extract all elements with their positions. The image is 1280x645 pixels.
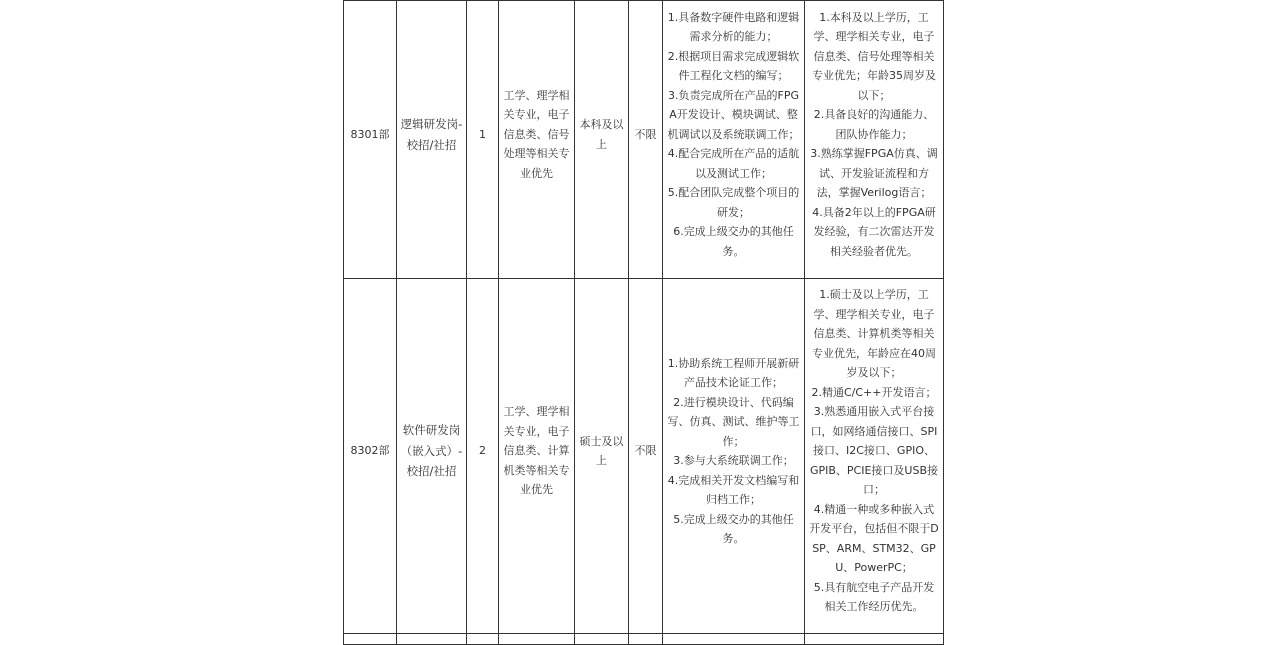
- empty-cell: [629, 629, 663, 640]
- education-value: 本科及以上: [579, 118, 624, 151]
- empty-cell: [467, 629, 499, 640]
- duties-cell: [663, 0, 805, 274]
- empty-cell: [805, 629, 944, 640]
- duty-line: 3.负责完成所在产品的FPGA开发设计、模块调试、整机调试以及系统联调工作；: [667, 88, 800, 141]
- education-value: 硕士及以上: [579, 434, 624, 467]
- requirement-line: 3.熟练掌握FPGA仿真、调试、开发验证流程和方法，掌握Verilog语言；: [810, 147, 938, 200]
- duty-line: 4.完成相关开发文档编写和归档工作；: [667, 473, 800, 506]
- duty-line: 4.配合完成所在产品的适航以及测试工作；: [667, 147, 800, 180]
- requirement-line: 2.具备良好的沟通能力、团队协作能力；: [813, 108, 935, 141]
- position-cell: [397, 0, 467, 274]
- requirement-line: 3.熟悉通用嵌入式平台接口，如网络通信接口、SPI接口、I2C接口、GPIO、GPIB、PCIE接口及USB接口；: [809, 405, 939, 497]
- requirement-line: 1.硕士及以上学历，工学、理学相关专业，电子信息类、计算机类等相关专业优先，年龄应在40周岁及以下；: [812, 288, 936, 380]
- major-cell: [499, 274, 575, 629]
- count-value: 1: [479, 127, 486, 141]
- requirement-line: 1.本科及以上学历，工学、理学相关专业，电子信息类、信号处理等相关专业优先；年龄35周岁及以下；: [812, 10, 936, 102]
- dept-cell: [344, 274, 397, 629]
- empty-cell: [499, 629, 575, 640]
- restriction-value: 不限: [634, 127, 657, 141]
- table-row: [344, 274, 944, 629]
- count-cell: [467, 274, 499, 629]
- duties-cell: [663, 274, 805, 629]
- education-cell: [575, 274, 629, 629]
- empty-cell: [575, 629, 629, 640]
- requirements-cell: [805, 0, 944, 274]
- duty-line: 2.根据项目需求完成逻辑软件工程化文档的编写；: [667, 49, 800, 83]
- restriction-cell: [629, 274, 663, 629]
- position-value: 逻辑研发岗-校招/社招: [400, 117, 463, 152]
- table-row: [344, 0, 944, 274]
- dept-value: 8301部: [350, 127, 390, 141]
- requirement-line: 2.精通C/C++开发语言；: [811, 385, 937, 399]
- empty-cell: [663, 629, 805, 640]
- duty-line: 6.完成上级交办的其他任务。: [673, 225, 794, 258]
- count-value: 2: [479, 444, 486, 458]
- requirements-cell: [805, 274, 944, 629]
- restriction-cell: [629, 0, 663, 274]
- position-cell: [397, 274, 467, 629]
- requirement-line: 4.精通一种或多种嵌入式开发平台，包括但不限于DSP、ARM、STM32、GPU、PowerPC；: [809, 502, 939, 575]
- duty-line: 3.参与大系统联调工作；: [673, 454, 794, 467]
- education-cell: [575, 0, 629, 274]
- job-table: [343, 0, 944, 645]
- major-value: 工学、理学相关专业，电子信息类、信号处理等相关专业优先: [503, 88, 570, 180]
- requirement-line: 4.具备2年以上的FPGA研发经验，有二次雷达开发相关经验者优先。: [812, 205, 936, 258]
- major-cell: [499, 0, 575, 274]
- restriction-value: 不限: [634, 444, 657, 458]
- dept-value: 8302部: [350, 444, 390, 458]
- duty-line: 5.完成上级交办的其他任务。: [673, 512, 794, 545]
- major-value: 工学、理学相关专业，电子信息类、计算机类等相关专业优先: [503, 405, 570, 497]
- count-cell: [467, 0, 499, 274]
- duty-line: 5.配合团队完成整个项目的研发；: [667, 186, 800, 219]
- table-row-partial: [344, 629, 944, 640]
- empty-cell: [397, 629, 467, 640]
- dept-cell: [344, 0, 397, 274]
- requirement-line: 5.具有航空电子产品开发相关工作经历优先。: [813, 580, 935, 614]
- empty-cell: [344, 629, 397, 640]
- position-value: 软件研发岗（嵌入式）-校招/社招: [400, 423, 463, 479]
- duty-line: 2.进行模块设计、代码编写、仿真、测试、维护等工作；: [667, 395, 800, 448]
- duty-line: 1.具备数字硬件电路和逻辑需求分析的能力；: [667, 10, 800, 44]
- duty-line: 1.协助系统工程师开展新研产品技术论证工作；: [667, 356, 800, 389]
